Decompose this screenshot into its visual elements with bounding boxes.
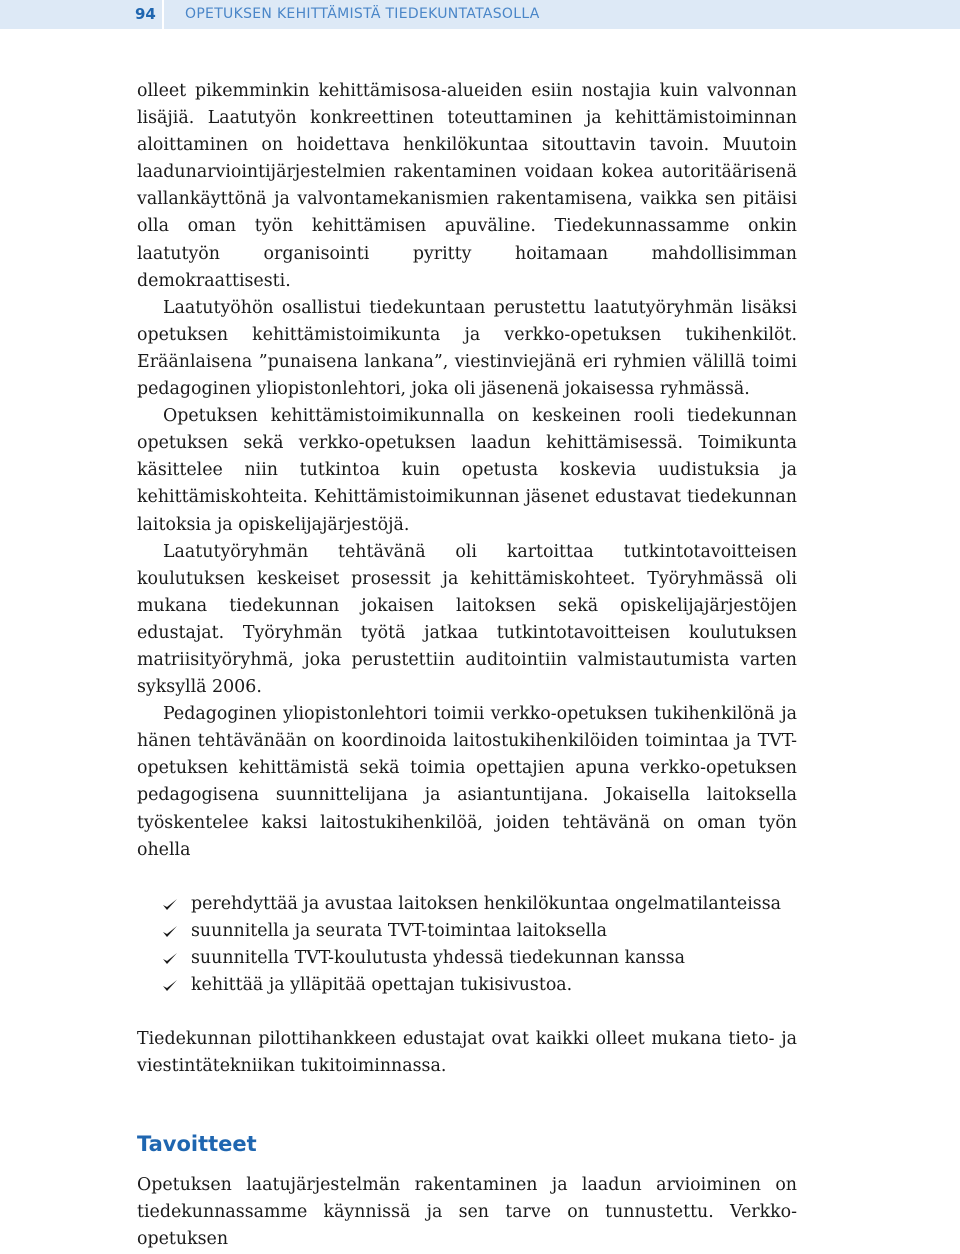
list-item <box>137 891 797 918</box>
body-text <box>137 78 797 1254</box>
running-title: OPETUKSEN KEHITTÄMISTÄ TIEDEKUNTATASOLLA <box>185 6 540 22</box>
list-item-text: perehdyttää ja avustaa laitoksen henkilökuntaa ongelmatilanteissa <box>191 893 781 914</box>
header-divider <box>162 0 164 29</box>
paragraph-participants: Laatutyöhön osallistui tiedekuntaan perustettu laatutyöryhmän lisäksi opetuksen kehittämistoimikunta ja verkko-opetuksen tukihenkilöt. Eräänlaisena ”punaisena lankana”, viestinviejänä eri ryhmien välillä toimi pedagoginen yliopistonlehtori, joka oli jäsenenä jokaisessa ryhmässä. <box>137 297 797 400</box>
list-item-text: kehittää ja ylläpitää opettajan tukisivustoa. <box>191 975 573 995</box>
paragraph-pilot-project: Tiedekunnan pilottihankkeen edustajat ovat kaikki olleet mukana tieto- ja viestintätekniikan tukitoiminnassa. <box>137 1029 797 1077</box>
check-icon <box>163 926 177 937</box>
paragraph-goals: Opetuksen laatujärjestelmän rakentaminen ja laadun arvioiminen on tiedekunnassamme käynnissä ja sen tarve on tunnustettu. Verkko-opetuksen <box>137 1175 797 1250</box>
check-icon <box>163 899 177 910</box>
running-header <box>0 0 960 29</box>
paragraph-quality-work: olleet pikemminkin kehittämisosa-alueiden esiin nostajia kuin valvonnan lisäjiä. Laatutyön konkreettinen toteuttaminen ja kehittämistoiminnan aloittaminen on hoidettava henkilökuntaa sitouttavin tavoin. Muutoin laadunarviointijärjestelmien rakentaminen voidaan kokea autoritäärisenä vallankäyttönä ja valvontamekanismien rakentamisena, vaikka sen pitäisi olla oman työn kehittämisen apuväline. Tiedekunnassamme onkin laatutyön organisointi pyritty hoitamaan mahdollisimman demokraattisesti. <box>137 81 797 291</box>
list-item <box>137 918 797 945</box>
check-icon <box>163 980 177 991</box>
section-heading: Tavoitteet <box>137 1132 257 1157</box>
list-item-text: suunnitella ja seurata TVT-toimintaa laitoksella <box>191 920 607 941</box>
list-item-text: suunnitella TVT-koulutusta yhdessä tiedekunnan kanssa <box>191 947 685 968</box>
task-list <box>137 891 797 999</box>
list-item <box>137 972 797 999</box>
check-icon <box>163 953 177 964</box>
paragraph-support-persons: Pedagoginen yliopistonlehtori toimii verkko-opetuksen tukihenkilönä ja hänen tehtävänään on koordinoida laitostukihenkilöiden toimintaa ja TVT-opetuksen kehittämistä sekä toimia opettajien apuna verkko-opetuksen pedagogisena suunnittelijana ja asiantuntijana. Jokaisella laitoksella työskentelee kaksi laitostukihenkilöä, joiden tehtävänä on oman työn ohella <box>137 704 797 860</box>
paragraph-quality-group: Laatutyöryhmän tehtävänä oli kartoittaa tutkintotavoitteisen koulutuksen keskeiset prosessit ja kehittämiskohteet. Työryhmässä oli mukana tiedekunnan jokaisen laitoksen sekä opiskelijajärjestöjen edustajat. Työryhmän työtä jatkaa tutkintotavoitteisen koulutuksen matriisityöryhmä, joka perustettiin auditointiin valmistautumista varten syksyllä 2006. <box>137 541 797 698</box>
paragraph-development-committee: Opetuksen kehittämistoimikunnalla on keskeinen rooli tiedekunnan opetuksen sekä verkko-opetuksen laadun kehittämisessä. Toimikunta käsittelee niin tutkintoa kuin opetusta koskevia uudistuksia ja kehittämiskohteita. Kehittämistoimikunnan jäsenet edustavat tiedekunnan laitoksia ja opiskelijajärjestöjä. <box>137 406 797 535</box>
list-item <box>137 945 797 972</box>
page-number: 94 <box>135 5 156 23</box>
